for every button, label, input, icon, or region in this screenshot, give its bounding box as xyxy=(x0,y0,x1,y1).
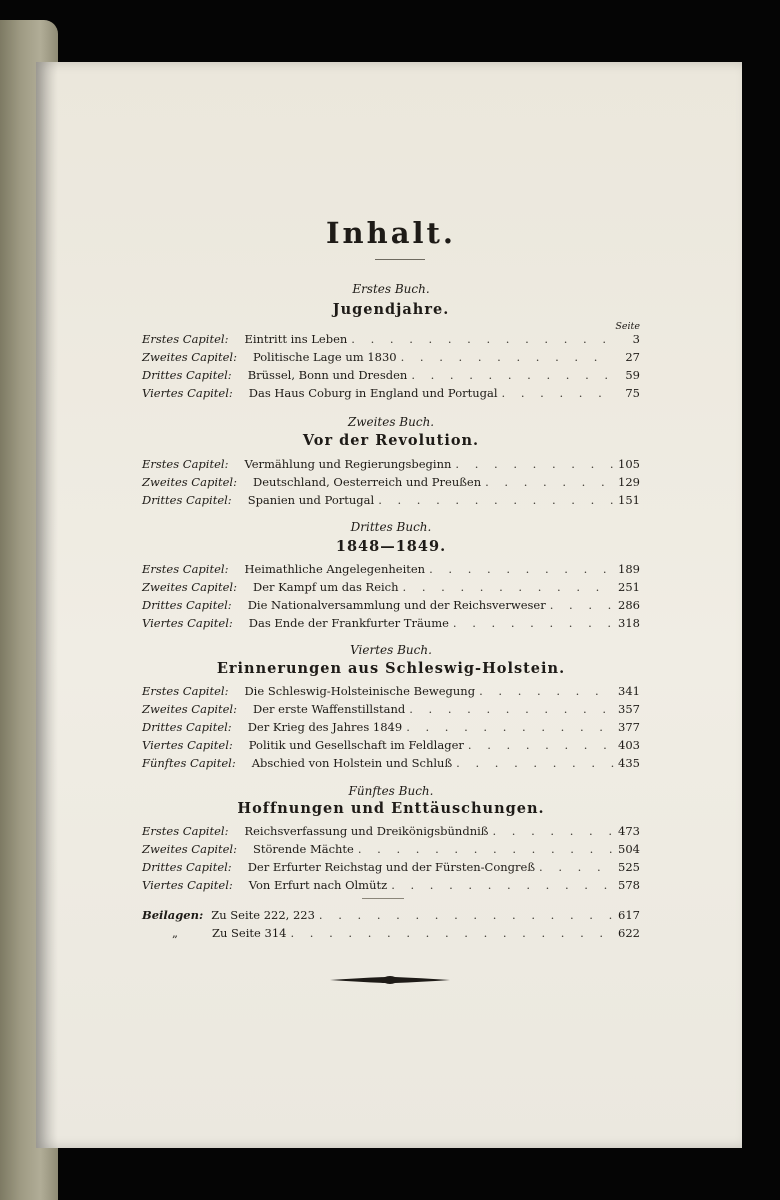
leader-dots xyxy=(403,580,614,594)
page-number: 341 xyxy=(618,684,640,698)
chapter-label: Zweites Capitel: xyxy=(142,842,237,856)
chapter-label: Drittes Capitel: xyxy=(142,493,232,507)
page-gutter-shadow xyxy=(36,62,58,1148)
leader-dots xyxy=(456,756,614,770)
beilagen-row xyxy=(142,908,640,925)
book-heading: Hoffnungen und Enttäuschungen. xyxy=(237,800,545,817)
page-number: 403 xyxy=(618,738,640,752)
chapter-label: Erstes Capitel: xyxy=(142,684,229,698)
leader-dots xyxy=(378,493,614,507)
leader-dots xyxy=(290,926,614,940)
chapter-title: Heimathliche Angelegenheiten xyxy=(244,562,426,576)
chapter-title: Eintritt ins Leben xyxy=(244,332,348,346)
chapter-title: Der Kampf um das Reich xyxy=(252,580,399,594)
page-title: Inhalt. xyxy=(325,216,457,250)
page-number: 3 xyxy=(632,332,640,346)
book-heading: Jugendjahre. xyxy=(332,301,450,318)
leader-dots xyxy=(453,616,614,630)
chapter-label: Viertes Capitel: xyxy=(142,386,233,400)
chapter-title: Das Haus Coburg in England und Portugal xyxy=(248,386,498,400)
page-number: 377 xyxy=(618,720,640,734)
toc-row xyxy=(142,580,640,597)
book-label: Viertes Buch. xyxy=(350,643,432,657)
chapter-title: Spanien und Portugal xyxy=(247,493,375,507)
chapter-label: Zweites Capitel: xyxy=(142,475,237,489)
chapter-title: Von Erfurt nach Olmütz xyxy=(248,878,388,892)
book-label: Fünftes Buch. xyxy=(348,784,434,798)
page-number: 105 xyxy=(618,457,640,471)
page-number: 622 xyxy=(618,926,640,940)
book-page xyxy=(36,62,742,1148)
chapter-label: Erstes Capitel: xyxy=(142,457,229,471)
chapter-label: Erstes Capitel: xyxy=(142,562,229,576)
chapter-label: Viertes Capitel: xyxy=(142,738,233,752)
book-heading: 1848—1849. xyxy=(335,538,447,555)
toc-row xyxy=(142,684,640,701)
leader-dots xyxy=(550,598,614,612)
page-number: 59 xyxy=(625,368,640,382)
leader-dots xyxy=(406,720,614,734)
toc-row xyxy=(142,738,640,755)
page-number: 504 xyxy=(618,842,640,856)
leader-dots xyxy=(429,562,614,576)
leader-dots xyxy=(455,457,614,471)
ditto-mark: „ xyxy=(172,926,178,940)
chapter-title: Der erste Waffenstillstand xyxy=(252,702,406,716)
page-number: 435 xyxy=(618,756,640,770)
ornament-divider-icon xyxy=(330,974,450,986)
page-number: 129 xyxy=(618,475,640,489)
book-heading: Vor der Revolution. xyxy=(302,432,480,449)
chapter-title: Brüssel, Bonn und Dresden xyxy=(247,368,408,382)
chapter-title: Die Schleswig-Holsteinische Bewegung xyxy=(244,684,476,698)
chapter-label: Fünftes Capitel: xyxy=(142,756,236,770)
chapter-label: Drittes Capitel: xyxy=(142,860,232,874)
toc-row xyxy=(142,878,640,895)
leader-dots xyxy=(401,350,614,364)
toc-row xyxy=(142,842,640,859)
chapter-title: Der Krieg des Jahres 1849 xyxy=(247,720,403,734)
leader-dots xyxy=(485,475,614,489)
leader-dots xyxy=(479,684,614,698)
chapter-label: Viertes Capitel: xyxy=(142,878,233,892)
chapter-title: Deutschland, Oesterreich und Preußen xyxy=(252,475,482,489)
chapter-title: Das Ende der Frankfurter Träume xyxy=(248,616,449,630)
beilagen-title: Zu Seite 222, 223 xyxy=(211,908,315,922)
book-label: Erstes Buch. xyxy=(352,282,430,296)
toc-row xyxy=(142,475,640,492)
chapter-label: Drittes Capitel: xyxy=(142,598,232,612)
toc-row xyxy=(142,720,640,737)
toc-row xyxy=(142,386,640,403)
chapter-title: Reichsverfassung und Dreikönigsbündniß xyxy=(244,824,489,838)
chapter-label: Erstes Capitel: xyxy=(142,824,229,838)
book-label: Zweites Buch. xyxy=(347,415,435,429)
chapter-label: Zweites Capitel: xyxy=(142,702,237,716)
page-number: 318 xyxy=(618,616,640,630)
toc-row xyxy=(142,598,640,615)
chapter-title: Politische Lage um 1830 xyxy=(252,350,397,364)
page-number: 27 xyxy=(625,350,640,364)
leader-dots xyxy=(492,824,614,838)
leader-dots xyxy=(358,842,614,856)
chapter-label: Zweites Capitel: xyxy=(142,350,237,364)
leader-dots xyxy=(411,368,614,382)
page-number: 251 xyxy=(618,580,640,594)
chapter-label: Erstes Capitel: xyxy=(142,332,229,346)
page-number: 75 xyxy=(625,386,640,400)
toc-row xyxy=(142,368,640,385)
leader-dots xyxy=(409,702,614,716)
beilagen-row xyxy=(142,926,640,943)
leader-dots xyxy=(468,738,614,752)
book-label: Drittes Buch. xyxy=(350,520,432,534)
toc-row xyxy=(142,562,640,579)
seite-column-label: Seite xyxy=(615,321,640,332)
leader-dots xyxy=(351,332,614,346)
page-number: 473 xyxy=(618,824,640,838)
chapter-title: Die Nationalversammlung und der Reichsverweser xyxy=(247,598,546,612)
page-number: 189 xyxy=(618,562,640,576)
beilagen-title: Zu Seite 314 xyxy=(212,926,287,940)
page-number: 578 xyxy=(618,878,640,892)
toc-row xyxy=(142,493,640,510)
toc-row xyxy=(142,860,640,877)
leader-dots xyxy=(539,860,614,874)
chapter-title: Der Erfurter Reichstag und der Fürsten-Congreß xyxy=(247,860,536,874)
toc-row xyxy=(142,702,640,719)
chapter-label: Viertes Capitel: xyxy=(142,616,233,630)
toc-row xyxy=(142,350,640,367)
toc-row xyxy=(142,616,640,633)
page-number: 357 xyxy=(618,702,640,716)
page-number: 525 xyxy=(618,860,640,874)
chapter-title: Vermählung und Regierungsbeginn xyxy=(244,457,452,471)
book-heading: Erinnerungen aus Schleswig-Holstein. xyxy=(216,660,566,677)
chapter-title: Politik und Gesellschaft im Feldlager xyxy=(248,738,464,752)
toc-row xyxy=(142,756,640,773)
page-number: 151 xyxy=(618,493,640,507)
leader-dots xyxy=(502,386,614,400)
chapter-title: Störende Mächte xyxy=(252,842,354,856)
beilagen-label: Beilagen: xyxy=(142,908,204,922)
section-rule xyxy=(362,898,404,899)
leader-dots xyxy=(319,908,614,922)
toc-row xyxy=(142,457,640,474)
chapter-label: Zweites Capitel: xyxy=(142,580,237,594)
title-rule xyxy=(375,259,425,260)
leader-dots xyxy=(391,878,614,892)
chapter-label: Drittes Capitel: xyxy=(142,368,232,382)
chapter-title: Abschied von Holstein und Schluß xyxy=(251,756,453,770)
chapter-label: Drittes Capitel: xyxy=(142,720,232,734)
toc-row xyxy=(142,824,640,841)
page-number: 617 xyxy=(618,908,640,922)
page-number: 286 xyxy=(618,598,640,612)
toc-row xyxy=(142,332,640,349)
